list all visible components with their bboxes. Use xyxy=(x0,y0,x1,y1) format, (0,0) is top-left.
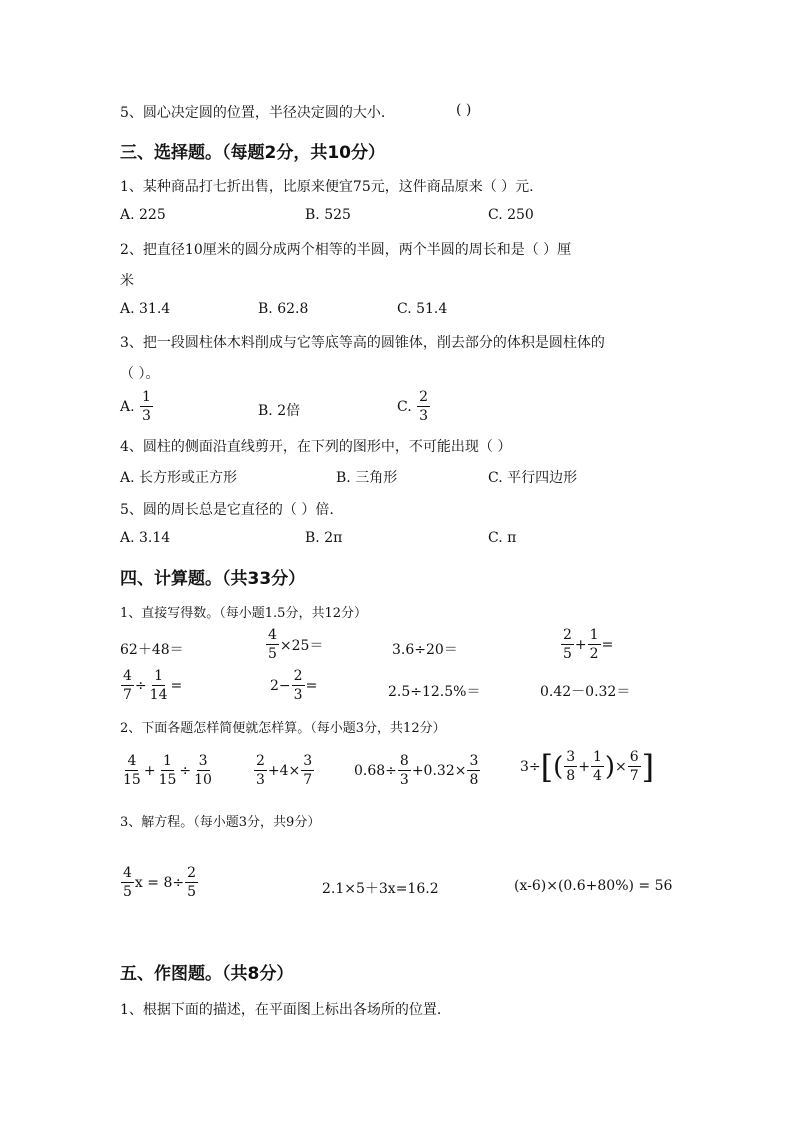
left-bracket: [ xyxy=(540,747,554,786)
fraction: 4 5 xyxy=(123,865,132,900)
q2-option-b: B. 62.8 xyxy=(258,301,309,317)
q1-text: 1、某种商品打七折出售，比原来便宜75元，这件商品原来（ ）元. xyxy=(120,179,534,195)
calc1-expr-6: 2− $\frac{2}{3}$ = xyxy=(270,668,318,703)
q2-option-c: C. 51.4 xyxy=(397,301,448,317)
section-3-title: 三、选择题。（每题2分，共10分） xyxy=(120,143,385,163)
fraction: $\frac{1}{14}$ xyxy=(149,668,168,703)
q4-option-b: B. 三角形 xyxy=(336,470,398,486)
calc2-title: 2、下面各题怎样简便就怎样算。（每小题3分，共12分） xyxy=(120,721,446,736)
q5-option-b: B. 2π xyxy=(305,530,343,546)
calc3-equation-1: 4 5 x = 8÷ $\frac{2}{5}$ xyxy=(123,865,197,900)
calc3-title: 3、解方程。（每小题3分，共9分） xyxy=(120,815,321,830)
calc3-equation-2: 2.1×5＋3x=16.2 xyxy=(322,881,439,897)
q2-option-a: A. 31.4 xyxy=(120,301,171,317)
right-bracket: ] xyxy=(641,747,655,786)
section-4-title: 四、计算题。（共33分） xyxy=(120,569,306,589)
q5-option-a: A. 3.14 xyxy=(120,530,171,546)
fraction: $\frac{2}{3}$ xyxy=(293,668,303,703)
fraction: $\frac{1}{4}$ xyxy=(592,749,602,784)
section-5-title: 五、作图题。（共8分） xyxy=(120,964,294,984)
left-paren: ( xyxy=(553,751,564,782)
fraction: $\frac{3}{7}$ xyxy=(303,753,313,788)
fraction: $\frac{1}{2}$ xyxy=(589,627,599,662)
calc1-expr-3: 3.6÷20＝ xyxy=(392,642,458,658)
calc1-expr-7: 2.5÷12.5%＝ xyxy=(388,684,481,700)
q2-text-line1: 2、把直径10厘米的圆分成两个相等的半圆，两个半圆的周长和是（ ）厘 xyxy=(120,242,572,258)
fraction: $\frac{1}{15}$ xyxy=(158,753,177,788)
q2-text-line2: 米 xyxy=(120,273,134,289)
fraction: 3 8 xyxy=(566,749,576,784)
fraction: $\frac{2}{5}$ xyxy=(187,865,197,900)
calc2-expr-2: 2 3 +4× $\frac{3}{7}$ xyxy=(256,753,313,788)
tf-item-5-text: 5、圆心决定圆的位置，半径决定圆的大小. xyxy=(120,105,386,121)
calc1-expr-1: 62＋48＝ xyxy=(120,642,184,658)
fraction: 2 3 xyxy=(256,753,265,788)
fraction: $\frac{3}{10}$ xyxy=(194,753,212,788)
calc2-expr-1: 4 15 + $\frac{1}{15}$ ÷ $\frac{3}{10}$ xyxy=(123,753,212,788)
calc2-expr-4: 3÷ [ ( 3 8 + $\frac{1}{4}$ ) × $\frac{6}{7}$ ] xyxy=(520,747,655,786)
q1-option-c: C. 250 xyxy=(488,207,534,223)
tf-item-5 xyxy=(120,102,385,122)
draw-item-1: 1、根据下面的描述，在平面图上标出各场所的位置. xyxy=(120,1002,442,1018)
q1-option-a: A. 225 xyxy=(120,207,166,223)
fraction: 4 15 xyxy=(123,753,141,788)
q4-option-a: A. 长方形或正方形 xyxy=(120,470,238,486)
calc1-expr-4: 2 5 + $\frac{1}{2}$ = xyxy=(563,627,614,662)
fraction: 2 5 xyxy=(563,627,572,662)
tf-item-5-answer-blank: ( ) xyxy=(456,102,472,118)
q4-text: 4、圆柱的侧面沿直线剪开，在下列的图形中，不可能出现（ ） xyxy=(120,439,512,455)
q4-option-c: C. 平行四边形 xyxy=(488,470,578,486)
fraction: $\frac{8}{3}$ xyxy=(399,753,409,788)
calc1-title: 1、直接写得数。（每小题1.5分，共12分） xyxy=(120,606,367,621)
calc3-equation-3: (x-6)×(0.6+80%) = 56 xyxy=(514,878,673,894)
fraction: $\frac{4}{5}$ xyxy=(268,627,277,662)
fraction: 2 3 xyxy=(419,389,429,424)
q5-option-c: C. π xyxy=(488,530,517,546)
right-paren: ) xyxy=(604,751,616,782)
fraction: $\frac{3}{8}$ xyxy=(469,753,479,788)
q3-text-line1: 3、把一段圆柱体木料削成与它等底等高的圆锥体，削去部分的体积是圆柱体的 xyxy=(120,335,605,351)
q3-text-line2: （ ）。 xyxy=(120,366,160,382)
q1-option-b: B. 525 xyxy=(305,207,351,223)
fraction: $\frac{6}{7}$ xyxy=(629,749,639,784)
fraction: $\frac{4}{7}$ xyxy=(123,668,132,703)
q5-text: 5、圆的周长总是它直径的（ ）倍. xyxy=(120,502,334,518)
q3-option-c: C. 2 3 xyxy=(397,389,429,424)
q3-option-b: B. 2倍 xyxy=(258,403,301,419)
calc1-expr-2: $\frac{4}{5}$ ×25＝ xyxy=(268,627,324,662)
fraction: 1 3 xyxy=(142,389,151,424)
calc1-expr-5: $\frac{4}{7}$ ÷ $\frac{1}{14}$ = xyxy=(123,668,183,703)
calc2-expr-3: 0.68÷ $\frac{8}{3}$ +0.32× $\frac{3}{8}$ xyxy=(354,753,479,788)
calc1-expr-8: 0.42－0.32＝ xyxy=(540,684,631,700)
q3-option-a: A. 1 3 xyxy=(120,389,151,424)
